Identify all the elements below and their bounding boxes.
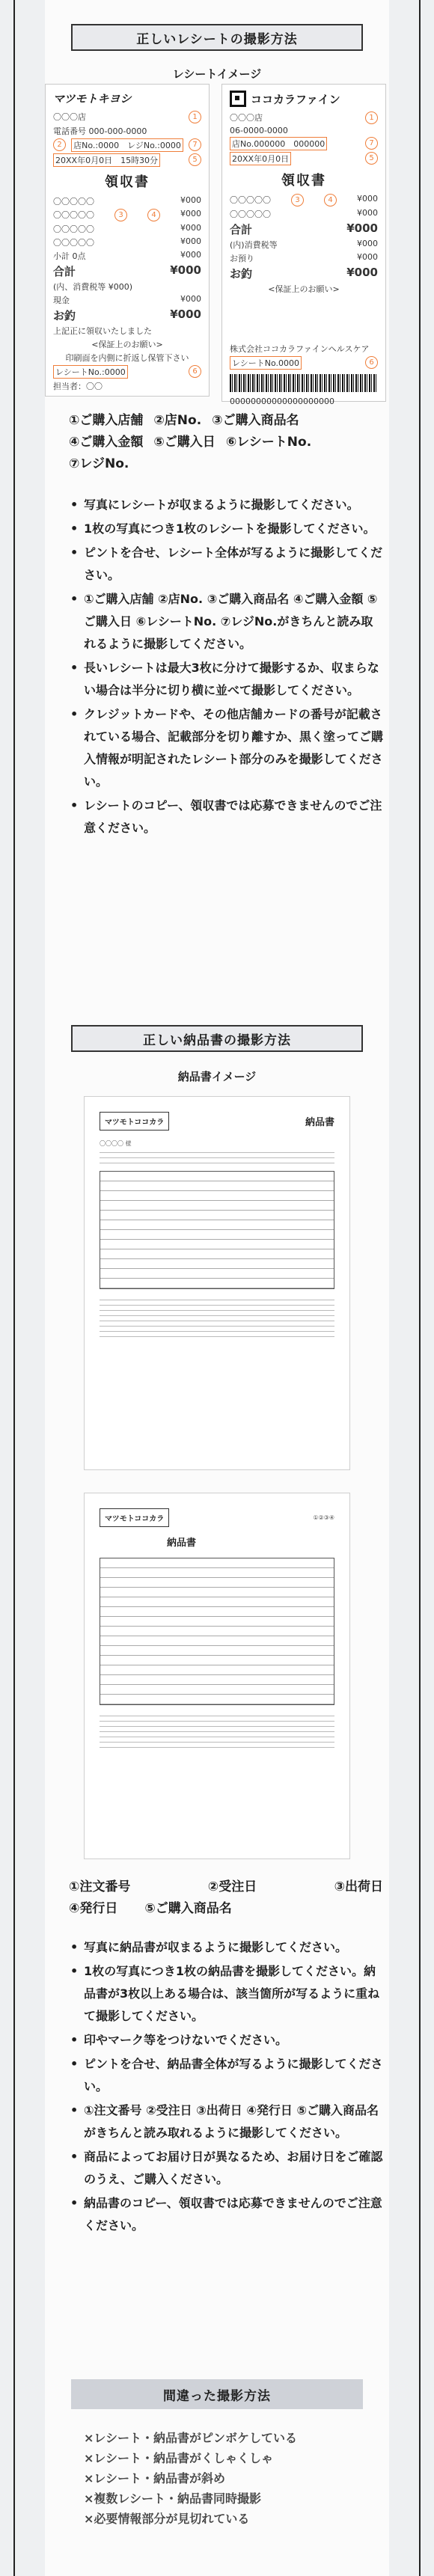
delivery-instructions (69, 1936, 383, 2239)
cash-value: ¥000 (357, 252, 378, 262)
total-value: ¥000 (170, 263, 201, 277)
marker-2-icon: 2 (53, 138, 66, 151)
receipt-number: レシートNo.:0000 (53, 365, 128, 379)
cocokara-logo: ココカラファイン (251, 92, 340, 106)
delivery-note-2 (84, 1493, 350, 1859)
instruction-item: • ①注文番号 ②受注日 ③出荷日 ④発行日 ⑤ご購入商品名がきちんと読み取れるように撮影してください。 (69, 2099, 383, 2144)
total-value: ¥000 (346, 221, 378, 235)
marker-7-icon: 7 (365, 137, 378, 150)
header-lines (100, 1152, 334, 1163)
marker-4-icon: 4 (324, 194, 337, 206)
instruction-item: • 商品によってお届け日が異なるため、お届け日をご確認のうえ、ご購入ください。 (69, 2146, 383, 2191)
cash-value: ¥000 (180, 294, 201, 304)
wrong-method-title: 間違った撮影方法 (71, 2379, 363, 2409)
tax-note: (内、消費税等 ¥000) (53, 282, 133, 292)
receipt-image-caption: レシートイメージ (172, 67, 262, 81)
right-frame (419, 0, 434, 2576)
barcode-icon (230, 374, 378, 392)
item-price: ¥000 (180, 195, 201, 205)
delivery-legend (69, 1876, 383, 1920)
warranty-note: <保証上のお願い> (268, 284, 340, 294)
store-register-no: 店No.:0000 レジNo.:0000 (71, 138, 183, 152)
company-name: 株式会社ココカラファインヘルスケア (230, 344, 370, 354)
marker-6-icon: 6 (189, 365, 201, 378)
warranty-instruction: 印刷面を内側に折返し保管下さい (65, 353, 189, 363)
marker-1-icon: 1 (189, 111, 201, 123)
item-table (100, 1171, 334, 1289)
item-price: ¥000 (357, 208, 378, 218)
left-frame (0, 0, 15, 2576)
marker-1-icon: 1 (365, 111, 378, 124)
instruction-item: • レシートのコピー、領収書では応募できませんのでご注意ください。 (69, 795, 383, 839)
change-value: ¥000 (170, 308, 201, 321)
store-name: 〇〇〇店 (230, 113, 263, 123)
cash-label: お預り (230, 254, 254, 263)
instruction-item: • 写真に納品書が収まるように撮影してください。 (69, 1936, 383, 1959)
cocokara-logo-icon (230, 91, 246, 107)
receipt-number: レシートNo.0000 (230, 356, 302, 370)
legend-item: ④発行日 (69, 1901, 118, 1916)
legend-item: ③ご購入商品名 (212, 413, 299, 428)
legend-item: ⑦レジNo. (69, 456, 129, 471)
instruction-item: • 納品書のコピー、領収書では応募できませんのでご注意ください。 (69, 2192, 383, 2237)
item-table (100, 1558, 334, 1705)
purchase-date: 20XX年0月0日 15時30分 (53, 153, 160, 167)
item-price: ¥000 (357, 194, 378, 204)
instruction-item: • ①ご購入店舗 ②店No. ③ご購入商品名 ④ご購入金額 ⑤ご購入日 ⑥レシートNo. ⑦レジNo.がきちんと読み取れるように撮影してください。 (69, 588, 383, 655)
store-tel: 06-0000-0000 (230, 126, 288, 135)
warranty-note: <保証上のお願い> (91, 340, 163, 349)
legend-item: ⑥レシートNo. (225, 435, 312, 450)
marker-4-icon: 4 (147, 209, 160, 221)
marker-5-icon: 5 (365, 152, 378, 165)
marker-7-icon: 7 (189, 138, 201, 151)
subtotal-label: 小計 0点 (53, 251, 86, 261)
change-label: お釣 (230, 267, 253, 281)
tax-value: ¥000 (357, 239, 378, 248)
delivery-image-caption: 納品書イメージ (177, 1070, 257, 1083)
receipt-heading: 領収書 (105, 174, 150, 190)
instruction-item: • クレジットカードや、その他店舗カードの番号が記載されている場合、記載部分を切り離すか、黒く塗ってご購入情報が明記されたレシート部分のみを撮影してください。 (69, 703, 383, 793)
instruction-item: • ピントを合せ、レシート全体が写るように撮影してください。 (69, 542, 383, 587)
legend-item: ⑤ご購入商品名 (144, 1901, 232, 1916)
legend-item: ⑤ご購入日 (153, 435, 216, 450)
instruction-item: • ピントを合せ、納品書全体が写るように撮影してください。 (69, 2053, 383, 2098)
order-info-block: ①②③④ (313, 1514, 334, 1521)
footer-lines (100, 1300, 334, 1337)
store-name: 〇〇〇店 (53, 112, 86, 122)
legend-item: ①注文番号 (69, 1879, 131, 1894)
cash-label: 現金 (53, 296, 70, 305)
legend-item: ①ご購入店舗 (69, 413, 144, 428)
matsukiyo-logo: マツモトキヨシ (53, 92, 132, 105)
instruction-item: • 写真にレシートが収まるように撮影してください。 (69, 494, 383, 516)
purchase-date: 20XX年0月0日 (230, 152, 291, 165)
staff-name: 担当者：〇〇 (53, 382, 103, 391)
store-register-no: 店No.000000 000000 (230, 137, 327, 150)
wrong-method-list (84, 2428, 353, 2529)
receipt-footer: 上記正に領収いたしました (53, 326, 152, 336)
receipt-section-title: 正しいレシートの撮影方法 (71, 24, 363, 51)
change-value: ¥000 (346, 266, 378, 279)
marker-6-icon: 6 (365, 356, 378, 369)
wrong-item: ×必要情報部分が見切れている (84, 2512, 250, 2526)
wrong-item: ×レシート・納品書がくしゃくしゃ (84, 2451, 274, 2465)
wrong-item: ×複数レシート・納品書同時撮影 (84, 2491, 262, 2506)
instruction-item: • 1枚の写真につき1枚の納品書を撮影してください。納品書が3枚以上ある場合は、該当箇所が写るように重ねて撮影してください。 (69, 1960, 383, 2028)
delivery-heading: 納品書 (305, 1117, 334, 1128)
total-label: 合計 (53, 265, 76, 278)
item-price: ¥000 (180, 209, 201, 218)
receipt-cocokara: ココカラファイン 〇〇〇店 1 06-0000-0000 店No.000000 000000 7 20XX年0月0日 5 領収書 〇〇〇〇〇 3 4 ¥000 〇〇〇〇〇 ¥000 合計 ¥000 (内)消費税等 ¥000 お預り ¥000 お釣 ¥000 <保証上のお願い> 株式会社ココカラファインヘルスケア レシートNo.0000 6 00000000000000000000 (221, 84, 386, 402)
receipt-matsukiyo: マツモトキヨシ 〇〇〇店 1 電話番号 000-000-0000 2 店No.:0000 レジNo.:0000 7 20XX年0月0日 15時30分 5 領収書 〇〇〇〇〇 ¥000 〇〇〇〇〇 3 4 ¥000 〇〇〇〇〇 ¥000 〇〇〇〇〇 ¥000 小計 0点 ¥000 合計 ¥000 (内、消費税等 ¥000) 現金 ¥000 お釣 ¥000 上記正に領収いたしました <保証上のお願い> 印刷面を内側に折返し保管下さい レシートNo.:0000 6 担当者：〇〇 (45, 84, 210, 397)
item-price: ¥000 (180, 236, 201, 246)
instruction-item: • 長いレシートは最大3枚に分けて撮影するか、収まらない場合は半分に切り横に並べて撮影してください。 (69, 657, 383, 702)
footer-lines (100, 1716, 334, 1748)
change-label: お釣 (53, 309, 76, 322)
legend-item: ④ご購入金額 (69, 435, 144, 450)
delivery-heading: 納品書 (167, 1538, 197, 1549)
marker-3-icon: 3 (291, 194, 304, 206)
instruction-item: • 1枚の写真につき1枚のレシートを撮影してください。 (69, 518, 383, 540)
receipt-heading: 領収書 (281, 173, 326, 189)
total-label: 合計 (230, 223, 253, 236)
receipt-legend (69, 410, 383, 475)
wrong-item: ×レシート・納品書が斜め (84, 2471, 226, 2485)
barcode-number: 00000000000000000000 (230, 397, 334, 406)
instruction-item: • 印やマーク等をつけないでください。 (69, 2029, 383, 2052)
marker-5-icon: 5 (189, 153, 201, 166)
store-tel: 電話番号 000-000-0000 (53, 126, 147, 136)
wrong-item: ×レシート・納品書がピンボケしている (84, 2431, 298, 2445)
legend-item: ③出荷日 (334, 1879, 383, 1894)
receipt-instructions (69, 494, 383, 841)
customer-name: 〇〇〇〇 様 (100, 1140, 132, 1147)
delivery-note-1 (84, 1096, 350, 1470)
legend-item: ②受注日 (207, 1879, 257, 1894)
marker-3-icon: 3 (114, 209, 127, 221)
legend-item: ②店No. (153, 413, 202, 428)
delivery-section-title: 正しい納品書の撮影方法 (71, 1025, 363, 1052)
subtotal-value: ¥000 (180, 250, 201, 260)
delivery-logo: マツモトココカラ (100, 1508, 169, 1527)
item-price: ¥000 (180, 223, 201, 233)
tax-label: (内)消費税等 (230, 240, 278, 250)
delivery-logo: マツモトココカラ (100, 1112, 169, 1131)
